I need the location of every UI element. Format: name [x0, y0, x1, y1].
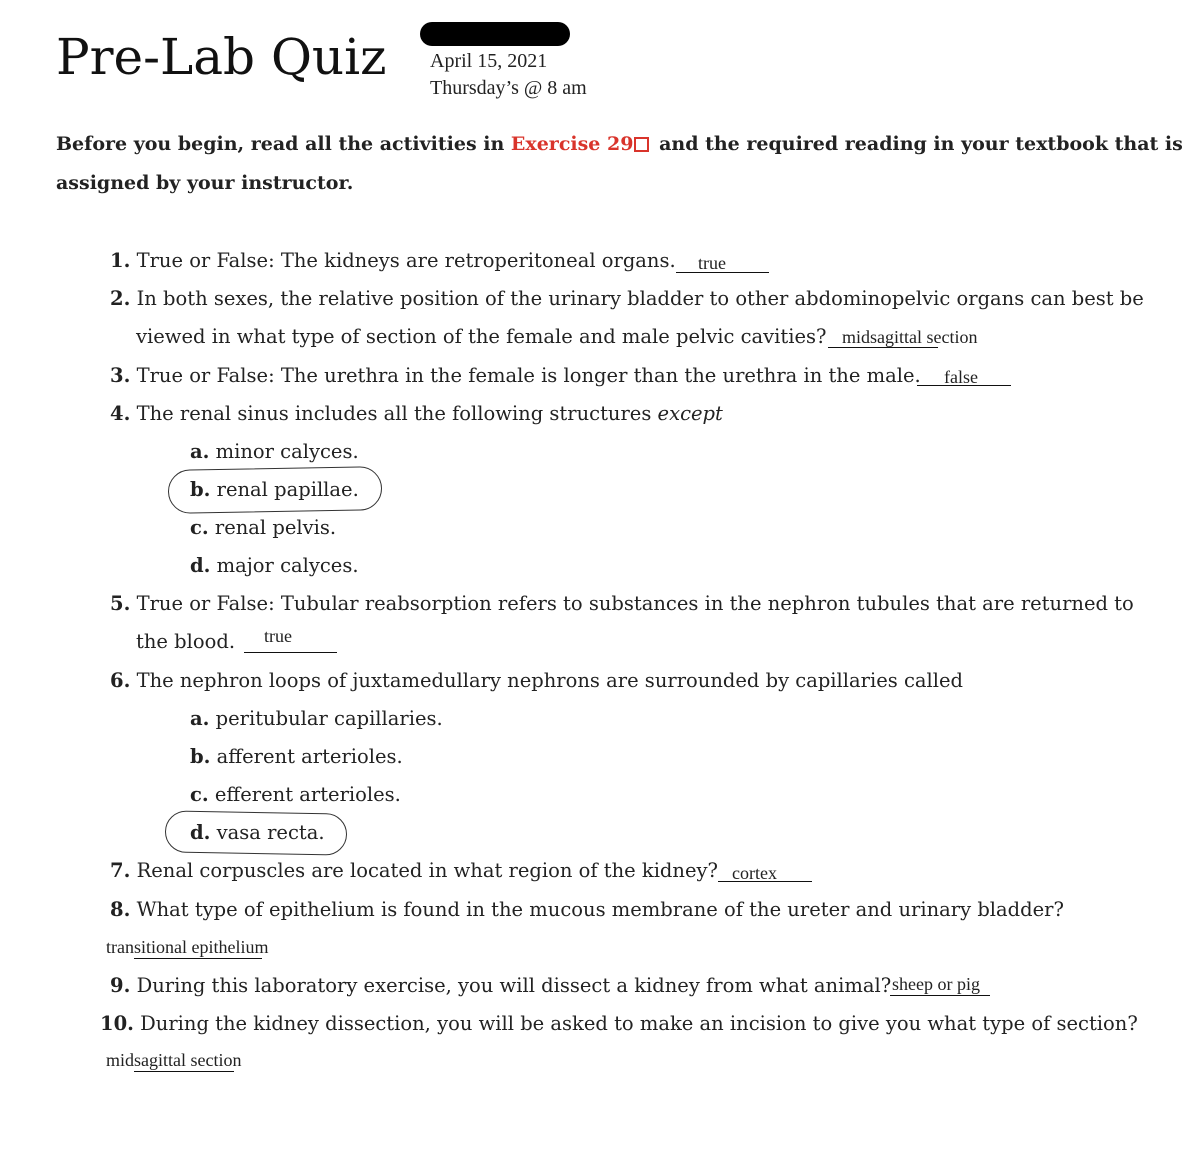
option-text: afferent arterioles. — [216, 745, 403, 768]
answer-1: true — [698, 253, 726, 273]
answer-3: false — [944, 367, 978, 387]
redaction-mark — [420, 22, 570, 46]
option-text: vasa recta. — [216, 821, 325, 844]
question-number: 10. — [100, 1012, 134, 1035]
option-6b — [190, 745, 403, 768]
option-letter: b. — [190, 478, 211, 501]
quiz-session: Thursday’s @ 8 am — [430, 77, 587, 99]
question-text: During the kidney dissection, you will be asked to make an incision to give you what type of section? — [140, 1012, 1138, 1035]
answer-circle-4b — [168, 466, 383, 514]
exercise-link[interactable]: Exercise 29 — [510, 133, 634, 155]
option-text: renal papillae. — [216, 478, 359, 501]
answer-line — [134, 958, 262, 959]
answer-line — [244, 652, 337, 653]
option-letter: a. — [190, 440, 210, 463]
option-letter: a. — [190, 707, 210, 730]
question-text: During this laboratory exercise, you will dissect a kidney from what animal? — [136, 974, 892, 997]
question-text: The renal sinus includes all the following structures — [136, 402, 658, 425]
question-9 — [110, 974, 891, 997]
option-letter: b. — [190, 745, 211, 768]
answer-line — [134, 1071, 234, 1072]
option-4a — [190, 440, 359, 463]
question-2 — [110, 287, 1144, 310]
option-text: peritubular capillaries. — [215, 707, 443, 730]
answer-10: midsagittal section — [106, 1050, 242, 1070]
question-7 — [110, 859, 718, 882]
question-number: 4. — [110, 402, 131, 425]
option-letter: c. — [190, 783, 209, 806]
question-text: The nephron loops of juxtamedullary nephrons are surrounded by capillaries called — [136, 669, 963, 692]
option-letter: d. — [190, 821, 211, 844]
question-number: 8. — [110, 898, 131, 921]
question-2-line-2: viewed in what type of section of the female and male pelvic cavities? — [136, 325, 827, 348]
intro-text-after: and the required reading in your textbook that is — [652, 133, 1183, 155]
question-number: 2. — [110, 287, 131, 310]
question-1 — [110, 249, 676, 272]
question-text: Renal corpuscles are located in what region of the kidney? — [136, 859, 718, 882]
question-number: 7. — [110, 859, 131, 882]
option-text: major calyces. — [216, 554, 359, 577]
question-number: 3. — [110, 364, 131, 387]
question-number: 9. — [110, 974, 131, 997]
option-letter: c. — [190, 516, 209, 539]
answer-line — [890, 995, 990, 996]
answer-7: cortex — [732, 863, 777, 883]
question-3 — [110, 364, 921, 387]
question-10 — [100, 1012, 1138, 1035]
quiz-date: April 15, 2021 — [430, 50, 548, 72]
question-text: What type of epithelium is found in the mucous membrane of the ureter and urinary bladder? — [136, 898, 1064, 921]
question-number: 5. — [110, 592, 131, 615]
intro-line-2: assigned by your instructor. — [56, 172, 354, 194]
question-number: 6. — [110, 669, 131, 692]
answer-8: transitional epithelium — [106, 937, 269, 957]
question-text: True or False: The kidneys are retroperitoneal organs. — [136, 249, 676, 272]
option-letter: d. — [190, 554, 211, 577]
question-text: True or False: Tubular reabsorption refers to substances in the nephron tubules that are returned to — [136, 592, 1134, 615]
answer-circle-6d — [165, 810, 348, 855]
option-text: efferent arterioles. — [214, 783, 401, 806]
option-4d — [190, 554, 359, 577]
question-5-line-2: the blood. — [136, 630, 236, 653]
question-8 — [110, 898, 1064, 921]
answer-2: midsagittal section — [842, 327, 978, 347]
option-text: minor calyces. — [215, 440, 359, 463]
option-4c — [190, 516, 336, 539]
page-title: Pre-Lab Quiz — [56, 28, 387, 86]
question-emphasis: except — [657, 402, 723, 425]
question-number: 1. — [110, 249, 131, 272]
intro-line-1 — [56, 133, 1183, 155]
intro-text: Before you begin, read all the activities in — [56, 133, 511, 155]
answer-9: sheep or pig — [892, 974, 980, 994]
question-6 — [110, 669, 963, 692]
option-text: renal pelvis. — [214, 516, 337, 539]
option-6c — [190, 783, 401, 806]
option-6a — [190, 707, 443, 730]
question-5 — [110, 592, 1134, 615]
question-4 — [110, 402, 723, 425]
question-text: In both sexes, the relative position of the urinary bladder to other abdominopelvic organs can best be — [136, 287, 1144, 310]
external-link-icon[interactable] — [634, 137, 649, 152]
question-text: True or False: The urethra in the female is longer than the urethra in the male. — [136, 364, 921, 387]
answer-5: true — [264, 626, 292, 646]
